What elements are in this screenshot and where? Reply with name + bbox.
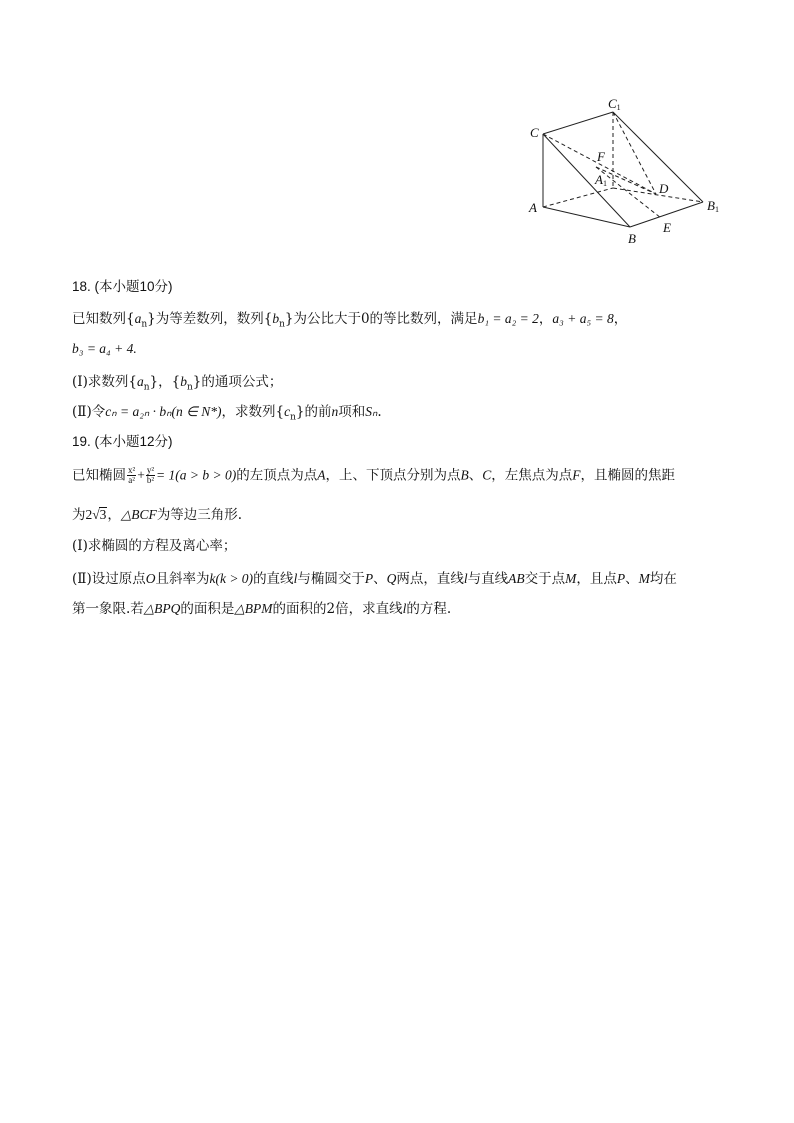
q18-header: 18. (本小题10分) [72, 279, 173, 294]
q19-statement-line2: 为2√3，△BCF为等边三角形. [72, 507, 243, 523]
q19-header: 19. (本小题12分) [72, 434, 173, 449]
q18-statement-line2: b₃ = a₄ + 4. [72, 341, 137, 356]
q19-part2-line1: (Ⅱ)设过原点O且斜率为k(k > 0)的直线l与椭圆交于P、Q两点，直线l与直线AB交于点M，且点P、M均在 [72, 571, 677, 587]
label-b: B [628, 231, 636, 246]
edge-c1-b1 [613, 112, 703, 202]
label-c: C [530, 125, 539, 140]
label-b1: B1 [707, 198, 719, 214]
label-f: F [597, 149, 605, 164]
q19-part2-line2: 第一象限.若△BPQ的面积是△BPM的面积的2倍，求直线l的方程. [72, 601, 452, 617]
fraction-x2-a2: $\frac{\text{x²}}{\text{a²}}$ [128, 465, 136, 486]
edge-a-b [543, 207, 630, 227]
label-e: E [663, 220, 671, 235]
edge-c-b [543, 134, 630, 227]
edge-c-c1 [543, 112, 613, 134]
prism-figure [520, 94, 730, 254]
q19-statement-line1: 已知椭圆 $\frac{\text{x²}}{\text{a²}}$ + $\frac{\text{y²}}{\text{b²}}$ = 1(a > b > 0)的左顶点为点A，上、下顶点分别为点B、C，左焦点为点F，且椭圆的焦距 [72, 465, 675, 486]
q19-part1: (Ⅰ)求椭圆的方程及离心率； [72, 538, 237, 554]
sqrt-sign: √ [92, 507, 100, 522]
label-a1: A1 [595, 172, 607, 188]
label-d: D [659, 181, 669, 196]
edge-f-e [596, 167, 661, 218]
q18-part1: (Ⅰ)求数列$\{a_n\}$，$\{b_n\}$的通项公式； [72, 374, 283, 393]
label-a: A [529, 200, 537, 215]
fraction-y2-b2: $\frac{\text{y²}}{\text{b²}}$ [146, 465, 155, 486]
edge-a1-b1 [613, 188, 703, 202]
q18-part2: (Ⅱ)令cₙ = a₂ₙ · bₙ(n ∈ N*)，求数列$\{c_n\}$的前n项和Sₙ. [72, 404, 382, 423]
q18-statement-line1: 已知数列$\{a_n\}$为等差数列，数列$\{b_n\}$为公比大于0的等比数列，满足b₁ = a₂ = 2，a₃ + a₅ = 8， [72, 311, 628, 330]
label-c1: C1 [608, 96, 621, 112]
edge-c1-d [613, 112, 656, 194]
triangular-prism-diagram [520, 94, 730, 254]
